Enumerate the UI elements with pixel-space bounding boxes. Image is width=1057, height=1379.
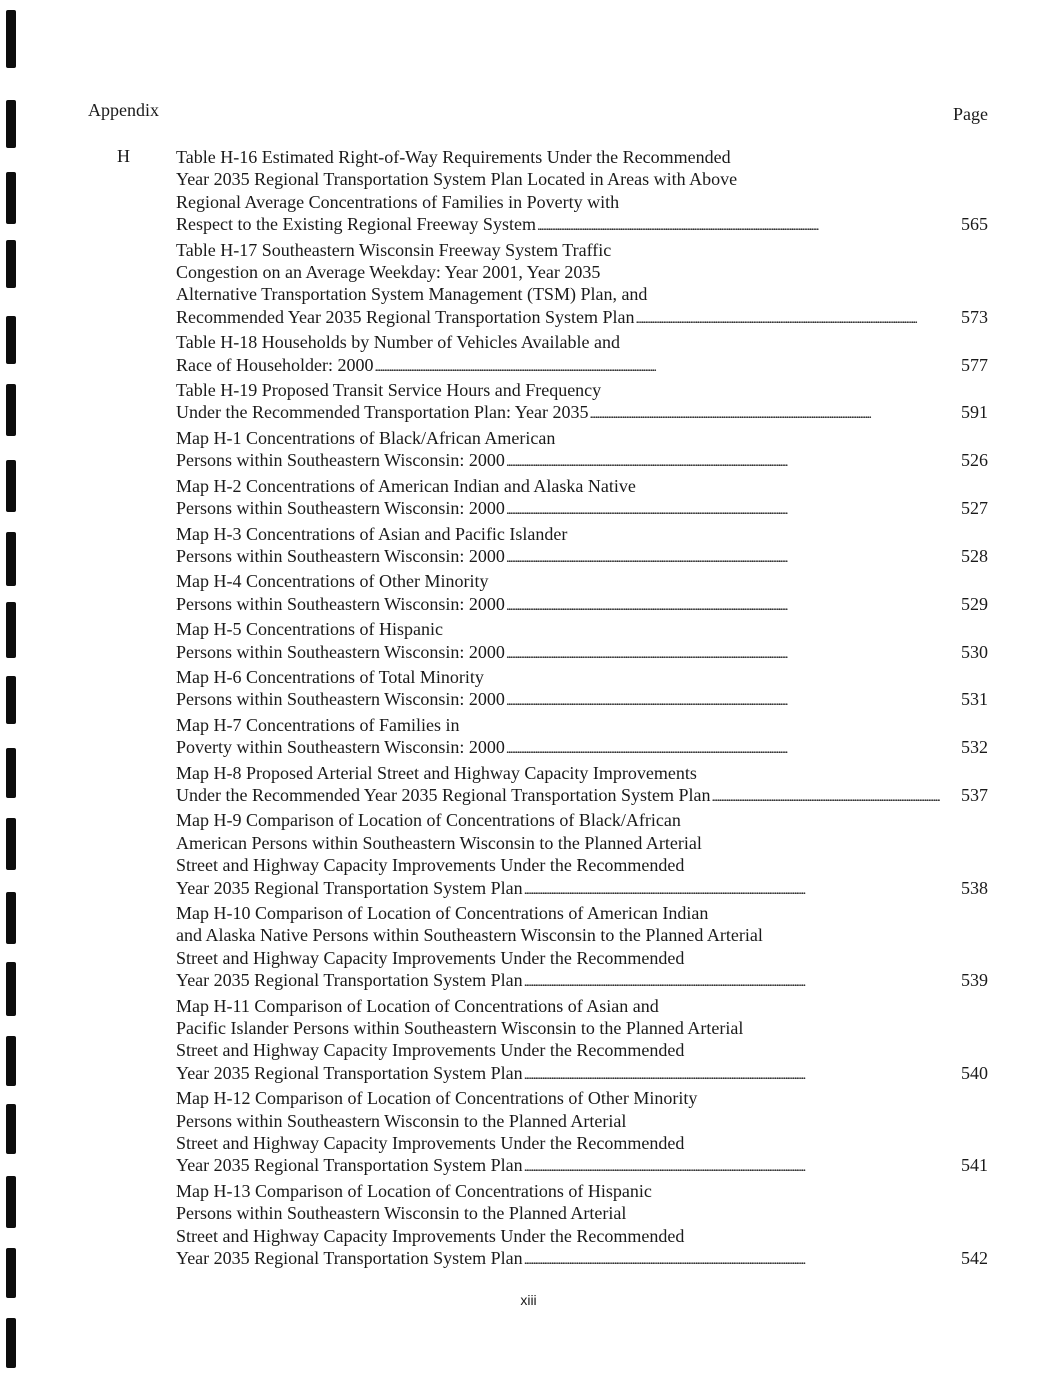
toc-entry-page-number: 528	[961, 545, 988, 566]
toc-entry-last-line	[176, 449, 988, 474]
toc-entry-title-line: Table H-16 Estimated Right-of-Way Requirements Under the Recommended	[176, 147, 731, 167]
toc-entry-title-line: Recommended Year 2035 Regional Transportation System Plan	[176, 306, 635, 327]
toc-entry-title-line: and Alaska Native Persons within Southeastern Wisconsin to the Planned Arterial	[176, 925, 763, 946]
dot-leader	[506, 641, 940, 666]
page-number-footer: xiii	[520, 1292, 537, 1308]
toc-entry-title-line: Map H-10 Comparison of Location of Concentrations of American Indian	[176, 903, 709, 923]
page-column-heading: Page	[953, 104, 988, 124]
toc-entry-title-line: Map H-8 Proposed Arterial Street and Highway Capacity Improvements	[176, 762, 697, 783]
toc-entry-page-number: 565	[961, 214, 988, 235]
toc-entry-list	[176, 146, 988, 1273]
toc-entry-title-line: Congestion on an Average Weekday: Year 2001, Year 2035	[176, 262, 601, 283]
toc-entry	[176, 618, 988, 666]
toc-entry-title-line: Map H-13 Comparison of Location of Concentrations of Hispanic	[176, 1180, 652, 1201]
toc-entry-title-line: Map H-9 Comparison of Location of Concentrations of Black/African	[176, 810, 681, 831]
toc-entry-title-line: Persons within Southeastern Wisconsin to the Planned Arterial	[176, 1110, 627, 1131]
toc-entry-page-number: 538	[961, 877, 988, 898]
toc-entry-last-line	[176, 784, 988, 809]
toc-entry	[176, 902, 988, 995]
toc-entry-title-line: Persons within Southeastern Wisconsin: 2000	[176, 545, 505, 566]
dot-leader	[589, 401, 940, 426]
toc-entry-title-line: Map H-12 Comparison of Location of Concentrations of Other Minority	[176, 1088, 698, 1109]
toc-entry-title-line: Persons within Southeastern Wisconsin: 2000	[176, 450, 505, 471]
toc-entry-page-number: 532	[961, 737, 988, 758]
toc-entry	[176, 762, 988, 810]
toc-entry-last-line	[176, 354, 988, 379]
toc-entry-title-line: Year 2035 Regional Transportation System Plan	[176, 877, 523, 898]
toc-entry-last-line	[176, 877, 988, 902]
toc-entry	[176, 809, 988, 902]
toc-entry-page-number: 577	[961, 354, 988, 375]
toc-entry-page-number: 530	[961, 641, 988, 662]
toc-entry-title-line: Map H-7 Concentrations of Families in	[176, 714, 460, 735]
dot-leader	[537, 213, 940, 238]
toc-entry-title-line: Table H-17 Southeastern Wisconsin Freeway System Traffic	[176, 239, 612, 260]
toc-entry-title-line: Persons within Southeastern Wisconsin: 2000	[176, 689, 505, 710]
toc-entry-title-line: Persons within Southeastern Wisconsin: 2000	[176, 498, 505, 519]
toc-entry-title-line: Street and Highway Capacity Improvements Under the Recommended	[176, 855, 685, 876]
dot-leader	[374, 354, 940, 379]
toc-entry-page-number: 591	[961, 402, 988, 423]
toc-entry-title-line: Pacific Islander Persons within Southeastern Wisconsin to the Planned Arterial	[176, 1018, 744, 1039]
toc-entry-page-number: 539	[961, 970, 988, 991]
toc-entry-title-line: Street and Highway Capacity Improvements Under the Recommended	[176, 1133, 685, 1154]
toc-entry-title-line: Year 2035 Regional Transportation System Plan	[176, 1062, 523, 1083]
toc-entry-title-line: Race of Householder: 2000	[176, 354, 374, 375]
binding-holes	[4, 0, 18, 1379]
toc-entry-title-line: Street and Highway Capacity Improvements Under the Recommended	[176, 1225, 685, 1246]
toc-entry-title-line: Year 2035 Regional Transportation System Plan	[176, 970, 523, 991]
toc-entry	[176, 666, 988, 714]
toc-entry-title-line: Map H-3 Concentrations of Asian and Pacific Islander	[176, 523, 568, 544]
toc-entry	[176, 427, 988, 475]
toc-entry-last-line	[176, 1247, 988, 1272]
toc-entry-title-line: Map H-6 Concentrations of Total Minority	[176, 666, 484, 687]
toc-entry-page-number: 573	[961, 306, 988, 327]
toc-entry-page-number: 540	[961, 1062, 988, 1083]
toc-entry-title-line: Street and Highway Capacity Improvements Under the Recommended	[176, 1040, 685, 1061]
toc-entry-page-number: 531	[961, 689, 988, 710]
dot-leader	[506, 449, 940, 474]
toc-entry-page-number: 541	[961, 1155, 988, 1176]
dot-leader	[506, 736, 940, 761]
toc-entry-title-line: Map H-5 Concentrations of Hispanic	[176, 619, 443, 640]
toc-entry-title-line: Poverty within Southeastern Wisconsin: 2000	[176, 737, 505, 758]
toc-entry-title-line: Respect to the Existing Regional Freeway System	[176, 214, 536, 235]
toc-entry-last-line	[176, 497, 988, 522]
toc-entry	[176, 570, 988, 618]
toc-entry	[176, 523, 988, 571]
toc-entry-page-number: 527	[961, 498, 988, 519]
toc-entry-last-line	[176, 736, 988, 761]
dot-leader	[524, 877, 940, 902]
section-letter: H	[117, 146, 130, 166]
toc-entry-title-line: Persons within Southeastern Wisconsin: 2000	[176, 641, 505, 662]
dot-leader	[524, 1062, 940, 1087]
toc-entry-last-line	[176, 688, 988, 713]
toc-entry-title-line: Alternative Transportation System Management (TSM) Plan, and	[176, 284, 648, 305]
toc-entry	[176, 1087, 988, 1180]
toc-entry-last-line	[176, 593, 988, 618]
dot-leader	[506, 688, 940, 713]
toc-entry-last-line	[176, 641, 988, 666]
toc-entry	[176, 475, 988, 523]
toc-entry-page-number: 542	[961, 1248, 988, 1269]
toc-entry-title-line: Table H-18 Households by Number of Vehicles Available and	[176, 332, 620, 353]
toc-entry-page-number: 526	[961, 450, 988, 471]
toc-entry-title-line: Year 2035 Regional Transportation System Plan	[176, 1248, 523, 1269]
toc-entry-title-line: Regional Average Concentrations of Families in Poverty with	[176, 191, 620, 212]
toc-entry-title-line: Under the Recommended Year 2035 Regional Transportation System Plan	[176, 784, 711, 805]
toc-entry	[176, 995, 988, 1088]
dot-leader	[524, 1247, 940, 1272]
dot-leader	[711, 784, 940, 809]
toc-entry-last-line	[176, 401, 988, 426]
toc-entry-page-number: 529	[961, 593, 988, 614]
toc-entry	[176, 379, 988, 427]
toc-entry-last-line	[176, 969, 988, 994]
toc-entry-title-line: Map H-1 Concentrations of Black/African American	[176, 427, 556, 448]
toc-entry-last-line	[176, 306, 988, 331]
toc-entry	[176, 146, 988, 239]
dot-leader	[506, 545, 940, 570]
appendix-column-heading: Appendix	[88, 100, 159, 120]
dot-leader	[635, 306, 940, 331]
dot-leader	[506, 593, 940, 618]
toc-entry-title-line: Table H-19 Proposed Transit Service Hours and Frequency	[176, 380, 602, 401]
toc-entry	[176, 239, 988, 332]
toc-entry-page-number: 537	[961, 784, 988, 805]
toc-entry-title-line: Persons within Southeastern Wisconsin to the Planned Arterial	[176, 1203, 627, 1224]
toc-entry-title-line: Map H-11 Comparison of Location of Concentrations of Asian and	[176, 995, 659, 1016]
toc-entry-title-line: American Persons within Southeastern Wisconsin to the Planned Arterial	[176, 832, 702, 853]
toc-entry-title-line: Map H-4 Concentrations of Other Minority	[176, 571, 489, 592]
dot-leader	[524, 1154, 940, 1179]
toc-entry	[176, 714, 988, 762]
dot-leader	[506, 497, 940, 522]
toc-entry-title-line: Persons within Southeastern Wisconsin: 2000	[176, 593, 505, 614]
toc-entry	[176, 331, 988, 379]
toc-entry-last-line	[176, 1062, 988, 1087]
toc-entry-last-line	[176, 1154, 988, 1179]
toc-entry-title-line: Street and Highway Capacity Improvements Under the Recommended	[176, 947, 685, 968]
toc-entry-title-line: Map H-2 Concentrations of American Indian and Alaska Native	[176, 475, 636, 496]
toc-entry-title-line: Under the Recommended Transportation Plan: Year 2035	[176, 402, 589, 423]
toc-entry-last-line	[176, 545, 988, 570]
toc-entry	[176, 1180, 988, 1273]
toc-entry-last-line	[176, 213, 988, 238]
dot-leader	[524, 969, 940, 994]
toc-entry-title-line: Year 2035 Regional Transportation System Plan Located in Areas with Above	[176, 169, 738, 190]
toc-entry-title-line: Year 2035 Regional Transportation System Plan	[176, 1155, 523, 1176]
